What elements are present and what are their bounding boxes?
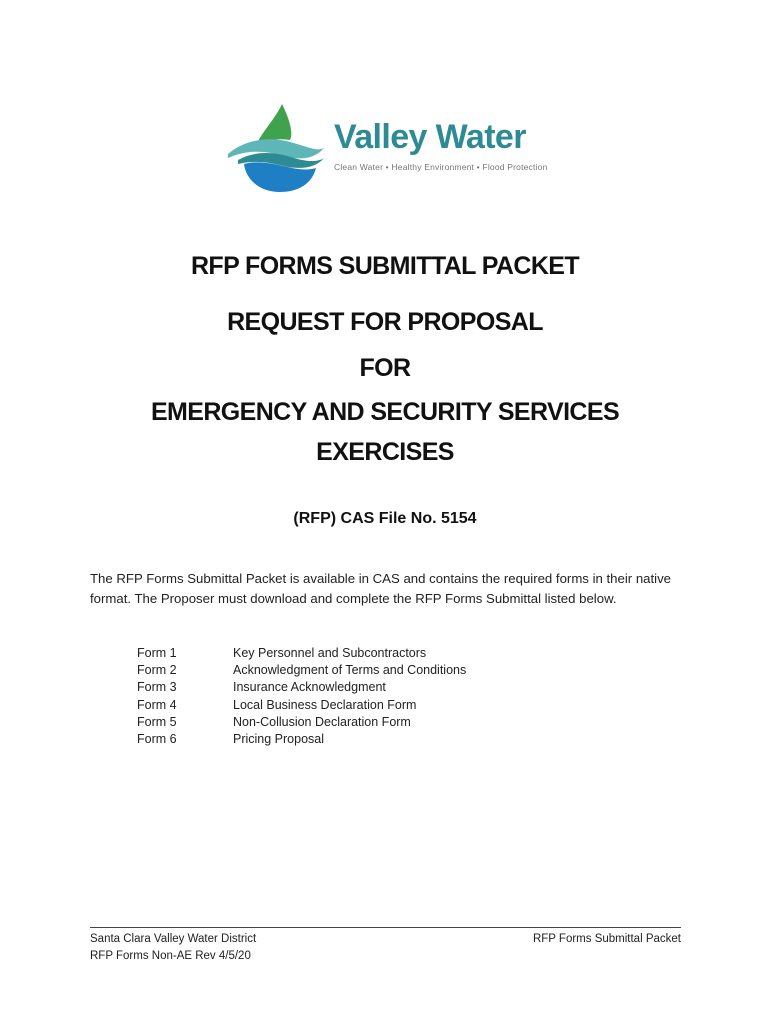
form-title: Insurance Acknowledgment bbox=[233, 680, 386, 695]
footer-left bbox=[90, 931, 256, 964]
logo-brand-name: Valley Water bbox=[334, 118, 526, 156]
form-number: Form 6 bbox=[137, 732, 177, 747]
list-item bbox=[137, 644, 466, 661]
document-title: RFP FORMS SUBMITTAL PACKET bbox=[190, 252, 580, 280]
list-item bbox=[137, 661, 466, 678]
form-title: Non-Collusion Declaration Form bbox=[233, 714, 411, 729]
list-item bbox=[137, 713, 466, 730]
water-drop-logo-icon bbox=[224, 102, 328, 194]
form-number: Form 4 bbox=[137, 697, 177, 712]
form-number: Form 3 bbox=[137, 680, 177, 695]
form-title: Local Business Declaration Form bbox=[233, 697, 417, 712]
footer-document-name: RFP Forms Submittal Packet bbox=[532, 933, 681, 945]
list-item bbox=[137, 679, 466, 696]
intro-paragraph: The RFP Forms Submittal Packet is available in CAS and contains the required forms in their native format. The Proposer must download and complete the RFP Forms Submittal listed below. bbox=[90, 571, 672, 606]
heading-line-services: EMERGENCY AND SECURITY SERVICES bbox=[150, 398, 620, 426]
footer-divider bbox=[90, 927, 681, 928]
heading-line-request: REQUEST FOR PROPOSAL bbox=[227, 308, 543, 336]
footer-revision: RFP Forms Non-AE Rev 4/5/20 bbox=[90, 949, 251, 962]
heading-line-exercises: EXERCISES bbox=[316, 438, 454, 466]
file-number: (RFP) CAS File No. 5154 bbox=[293, 510, 477, 527]
form-title: Key Personnel and Subcontractors bbox=[233, 645, 427, 660]
list-item bbox=[137, 696, 466, 713]
form-number: Form 1 bbox=[137, 645, 177, 660]
form-title: Acknowledgment of Terms and Conditions bbox=[233, 662, 467, 677]
footer-organization: Santa Clara Valley Water District bbox=[90, 933, 257, 945]
valley-water-logo bbox=[224, 102, 554, 194]
logo-tagline: Clean Water • Healthy Environment • Flood Protection bbox=[334, 162, 548, 172]
form-title: Pricing Proposal bbox=[233, 732, 325, 747]
list-item bbox=[137, 730, 466, 747]
form-number: Form 5 bbox=[137, 714, 177, 729]
forms-list bbox=[137, 644, 466, 748]
form-number: Form 2 bbox=[137, 662, 177, 677]
heading-line-for: FOR bbox=[359, 354, 411, 382]
